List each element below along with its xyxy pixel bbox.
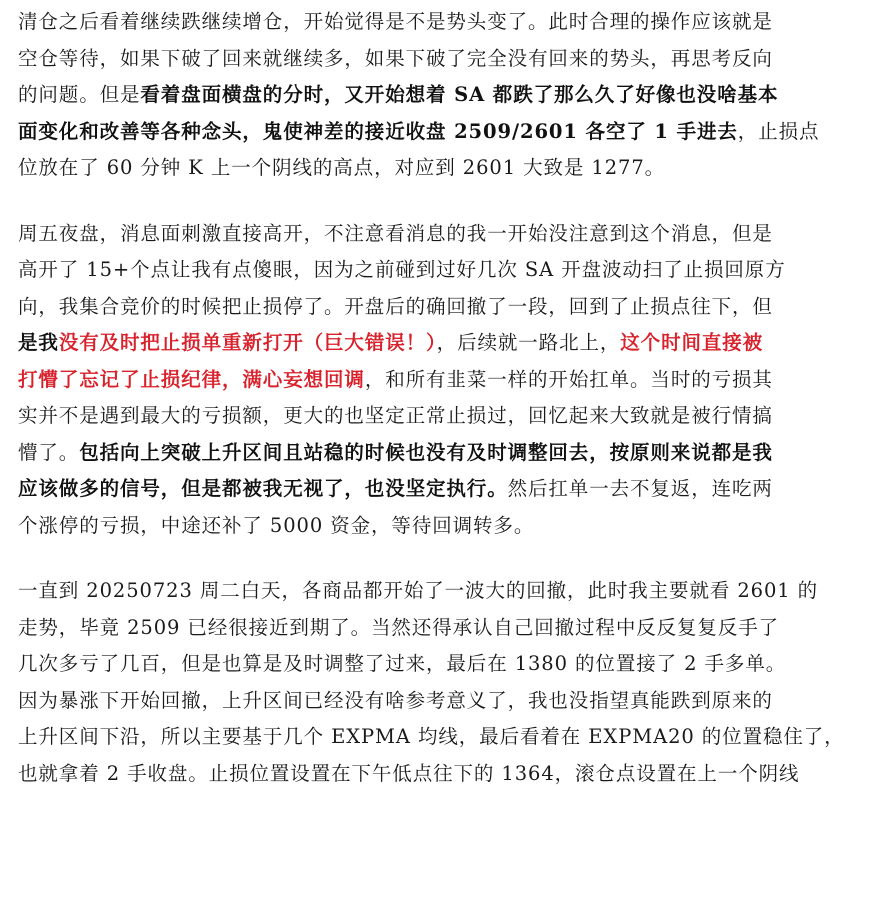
bold-text-run: 包括向上突破上升区间且站稳的时候也没有及时调整回去，按原则来说都是我	[79, 440, 773, 464]
text-run: ，后续就一路北上，	[436, 331, 621, 354]
bold-text-run: 应该做多的信号，但是都被我无视了，也没坚定执行。	[18, 477, 508, 500]
text-line	[18, 252, 855, 289]
text-run: 清仓之后看着继续跌继续增仓，开始觉得是不是势头变了。此时合理的操作应该就是	[18, 10, 773, 33]
text-run: 然后扛单一去不复返，连吃两	[507, 477, 773, 500]
text-run: 实并不是遇到最大的亏损额，更大的也坚定正常止损过，回忆起来大致就是被行情搞	[18, 404, 773, 427]
text-line	[18, 325, 855, 362]
text-run: 因为暴涨下开始回撤，上升区间已经没有啥参考意义了，我也没指望真能跌到原来的	[18, 688, 773, 712]
text-line	[18, 4, 855, 41]
text-line	[18, 646, 855, 683]
text-line	[18, 398, 855, 435]
text-run: 周五夜盘，消息面刺激直接高开，不注意看消息的我一开始没注意到这个消息，但是	[18, 221, 773, 245]
text-line	[18, 683, 855, 720]
text-line	[18, 77, 855, 114]
text-run: 上升区间下沿，所以主要基于几个 EXPMA 均线，最后看着在 EXPMA20 的位置稳住了，	[18, 725, 845, 748]
text-run: 个涨停的亏损，中途还补了 5000 资金，等待回调转多。	[18, 513, 535, 537]
bold-text-run: 是我	[18, 331, 59, 354]
text-run: 高开了 15+个点让我有点傻眼，因为之前碰到过好几次 SA 开盘波动扫了止损回原方	[18, 258, 786, 281]
text-line	[18, 756, 855, 793]
red-emphasis-run: 这个时间直接被	[620, 331, 764, 354]
text-run: 也就拿着 2 手收盘。止损位置设置在下午低点往下的 1364，滚仓点设置在上一个阴线	[18, 761, 800, 785]
text-run: 一直到 20250723 周二白天，各商品都开始了一波大的回撤，此时我主要就看 2601 的	[18, 579, 819, 602]
text-run: ，和所有韭菜一样的开始扛单。当时的亏损其	[364, 367, 773, 391]
text-line	[18, 719, 855, 756]
text-run: 位放在了 60 分钟 K 上一个阴线的高点，对应到 2601 大致是 1277。	[18, 156, 666, 179]
red-emphasis-run: 打懵了忘记了止损纪律，满心妄想回调	[18, 367, 365, 391]
text-line	[18, 114, 855, 151]
text-line	[18, 508, 855, 545]
text-line	[18, 216, 855, 253]
paragraph-3	[18, 573, 855, 792]
text-line	[18, 573, 855, 610]
text-run: 向，我集合竞价的时候把止损停了。开盘后的确回撤了一段，回到了止损点往下，但	[18, 294, 773, 318]
text-line	[18, 471, 855, 508]
text-line	[18, 435, 855, 472]
bold-text-run: 面变化和改善等各种念头，鬼使神差的接近收盘 2509/2601 各空了 1 手进去	[18, 119, 738, 143]
red-emphasis-run: 没有及时把止损单重新打开（巨大错误！）	[58, 331, 437, 354]
text-line	[18, 610, 855, 647]
paragraph-1	[18, 4, 855, 187]
text-line	[18, 150, 855, 187]
text-line	[18, 41, 855, 78]
text-run: 空仓等待，如果下破了回来就继续多，如果下破了完全没有回来的势头，再思考反向	[18, 46, 773, 70]
text-run: 几次多亏了几百，但是也算是及时调整了过来，最后在 1380 的位置接了 2 手多单。	[18, 652, 787, 675]
text-run: 走势，毕竟 2509 已经很接近到期了。当然还得承认自己回撤过程中反反复复反手了	[18, 615, 780, 639]
paragraph-2	[18, 216, 855, 545]
bold-text-run: 看着盘面横盘的分时，又开始想着 SA 都跌了那么久了好像也没啥基本	[140, 83, 779, 106]
text-line	[18, 362, 855, 399]
text-run: 的问题。但是	[18, 83, 141, 106]
text-line	[18, 289, 855, 326]
text-run: 懵了。	[18, 440, 80, 464]
text-run: ，止损点	[737, 119, 820, 143]
